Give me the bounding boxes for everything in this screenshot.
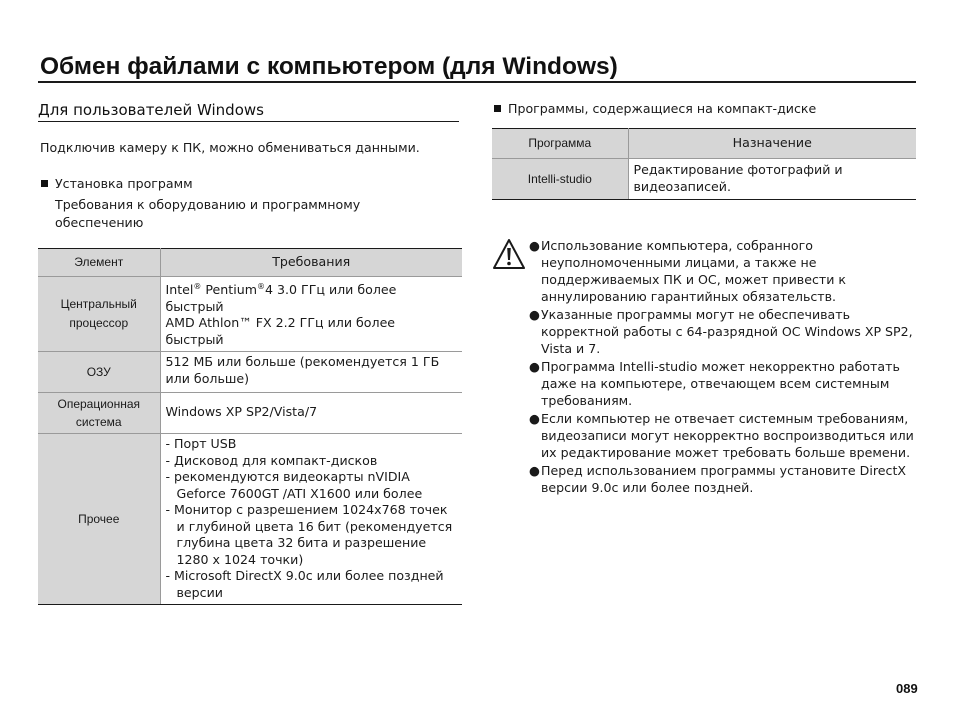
requirements-caption-line1: Требования к оборудованию и программному <box>55 197 361 212</box>
note-text: Перед использованием программы установите DirectX версии 9.0c или более поздней. <box>541 463 907 495</box>
cpu-speed-text: 4 3.0 ГГц или более <box>264 282 397 298</box>
square-bullet-icon <box>41 180 48 187</box>
header-purpose: Назначение <box>628 129 916 159</box>
warning-notes <box>529 237 919 497</box>
section-heading: Для пользователей Windows <box>38 99 459 122</box>
cd-header-row <box>492 129 916 159</box>
row-label-line: система <box>75 415 122 430</box>
bullet-icon: ● <box>529 463 540 478</box>
list-item <box>529 358 919 409</box>
note-text: Указанные программы могут не обеспечивать корректной работы с 64-разрядной ОС Windows XP SP2, Vista и 7. <box>541 307 913 356</box>
other-list-item: - Дисковод для компакт-дисков <box>165 452 378 468</box>
cd-programs-table <box>492 128 916 200</box>
note-text: Использование компьютера, собранного неуполномоченными лицами, а также не поддерживаемых ПК и ОС, может привести к аннулированию гарантийных обязательств. <box>541 238 847 304</box>
row-label-line: Операционная <box>57 397 141 412</box>
list-item <box>529 410 919 461</box>
program-purpose <box>628 159 916 200</box>
requirements-header-row <box>38 249 462 277</box>
install-heading <box>41 175 193 193</box>
row-label-line: процессор <box>69 316 129 331</box>
other-list-item: - Microsoft DirectX 9.0c или более поздней версии <box>165 568 444 600</box>
purpose-line: Редактирование фотографий и <box>633 162 843 177</box>
program-name: Intelli-studio <box>492 159 628 200</box>
bullet-icon: ● <box>529 411 540 426</box>
row-label-line: Центральный <box>60 297 137 312</box>
row-value-cpu <box>160 277 462 352</box>
ram-text: или больше) <box>165 370 250 386</box>
cpu-amd-text: AMD Athlon™ FX 2.2 ГГц или более <box>165 315 396 331</box>
header-program: Программа <box>492 129 628 159</box>
cd-heading-label: Программы, содержащиеся на компакт-диске <box>508 101 817 116</box>
cpu-fast-text: быстрый <box>165 298 224 314</box>
purpose-line: видеозаписей. <box>633 178 731 194</box>
other-list-item: - Монитор с разрешением 1024x768 точек и глубиной цвета 16 бит (рекомендуется глубина цвета 32 бита и разрешение 1280 x 1024 точки) <box>165 502 453 567</box>
table-row <box>38 277 462 352</box>
registered-mark: ® <box>256 282 265 291</box>
row-label-other: Прочее <box>38 434 160 605</box>
table-row <box>492 159 916 200</box>
bullet-icon: ● <box>529 307 540 322</box>
table-row <box>38 434 462 605</box>
row-value-ram <box>160 352 462 393</box>
requirements-caption-line2: обеспечению <box>55 215 144 230</box>
row-label-ram: ОЗУ <box>38 352 160 393</box>
registered-mark: ® <box>193 282 202 291</box>
header-element: Элемент <box>38 249 160 277</box>
install-heading-label: Установка программ <box>55 176 193 191</box>
header-requirements: Требования <box>160 249 462 277</box>
warning-triangle-icon <box>492 238 526 270</box>
cd-heading <box>494 100 816 118</box>
ram-text: 512 МБ или больше (рекомендуется 1 ГБ <box>165 354 440 370</box>
note-text: Программа Intelli-studio может некорректно работать даже на компьютере, отвечающем всем системным требованиям. <box>541 359 900 408</box>
note-text: Если компьютер не отвечает системным требованиям, видеозаписи могут некорректно воспроизводиться или их редактирование может требовать больше времени. <box>541 411 914 460</box>
intro-text: Подключив камеру к ПК, можно обмениваться данными. <box>40 140 420 155</box>
list-item <box>529 237 919 305</box>
cpu-intel-text: Intel <box>165 282 194 298</box>
bullet-icon: ● <box>529 238 540 253</box>
list-item <box>529 462 919 496</box>
requirements-table <box>38 248 462 605</box>
square-bullet-icon <box>494 105 501 112</box>
bullet-icon: ● <box>529 359 540 374</box>
row-label-os <box>38 393 160 434</box>
cpu-fast-text: быстрый <box>165 331 224 347</box>
other-list-item: - Порт USB <box>165 436 237 452</box>
page-number: 089 <box>896 681 918 696</box>
list-item <box>529 306 919 357</box>
title-divider <box>38 81 916 83</box>
page-title: Обмен файлами с компьютером (для Windows) <box>40 53 618 80</box>
other-list-item: - рекомендуются видеокарты nVIDIA Geforce 7600GT /ATI X1600 или более <box>165 469 423 501</box>
requirements-caption <box>55 196 360 232</box>
row-value-os: Windows XP SP2/Vista/7 <box>160 393 462 434</box>
table-row <box>38 393 462 434</box>
table-row <box>38 352 462 393</box>
row-value-other <box>160 434 462 605</box>
cpu-pentium-text: Pentium <box>201 282 257 298</box>
row-label-cpu <box>38 277 160 352</box>
